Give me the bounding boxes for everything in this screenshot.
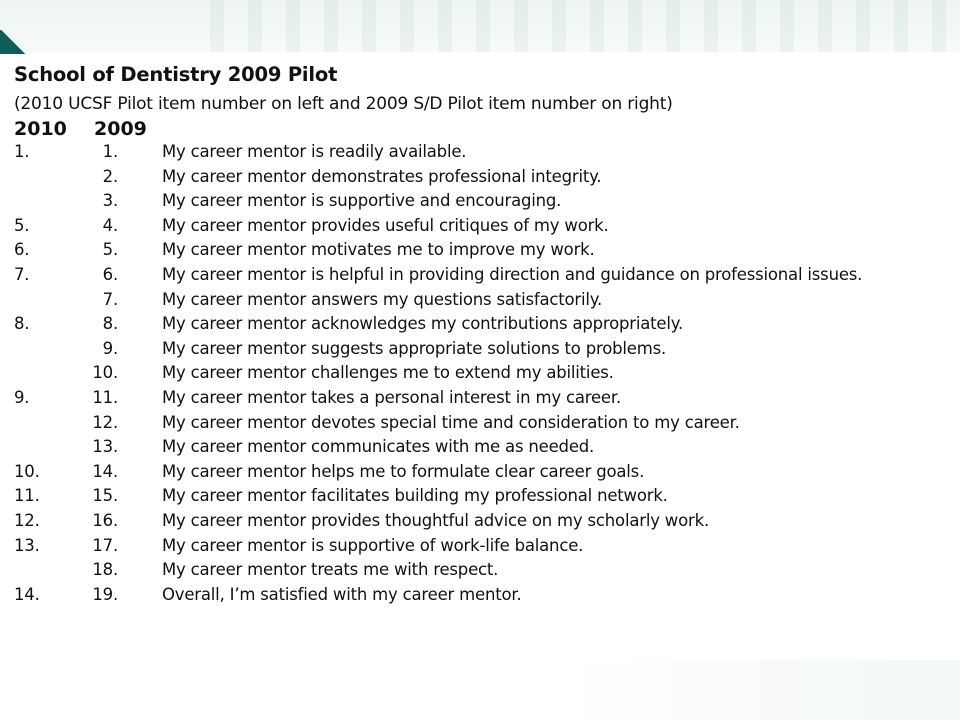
item-number-2009: 17.	[92, 535, 118, 555]
item-text: My career mentor treats me with respect.	[162, 560, 499, 580]
column-header-2009: 2009	[94, 118, 147, 140]
item-number-2010: 1.	[14, 142, 30, 161]
column-header-2010: 2010	[14, 118, 67, 140]
item-number-2009: 4.	[102, 215, 118, 235]
corner-triangle-icon	[0, 30, 26, 54]
item-number-2009: 9.	[102, 338, 118, 358]
list-item	[14, 191, 960, 216]
item-number-2010: 10.	[14, 461, 40, 481]
list-item	[14, 486, 960, 511]
item-text: My career mentor acknowledges my contributions appropriately.	[162, 314, 684, 334]
header-band	[0, 0, 960, 52]
item-number-2010: 6.	[14, 240, 30, 260]
list-item	[14, 462, 960, 487]
list-item	[14, 142, 960, 167]
item-number-2009: 6.	[102, 264, 118, 284]
list-item	[14, 536, 960, 561]
item-number-2009: 16.	[92, 510, 118, 530]
item-text: My career mentor communicates with me as needed.	[162, 437, 595, 457]
item-list	[14, 142, 960, 609]
item-number-2009: 2.	[102, 166, 118, 186]
item-text: My career mentor is supportive and encouraging.	[162, 191, 562, 211]
item-text: My career mentor demonstrates professional integrity.	[162, 166, 602, 186]
item-text: My career mentor challenges me to extend my abilities.	[162, 363, 614, 383]
item-number-2009: 12.	[92, 412, 118, 432]
item-number-2009: 5.	[102, 240, 118, 260]
header-pattern	[210, 0, 960, 52]
list-item	[14, 240, 960, 265]
item-text: My career mentor is helpful in providing direction and guidance on professional issues.	[162, 264, 863, 284]
item-number-2009: 13.	[92, 437, 118, 457]
footer-watermark	[560, 660, 960, 720]
list-item	[14, 216, 960, 241]
item-number-2009: 19.	[92, 584, 118, 604]
item-text: My career mentor suggests appropriate solutions to problems.	[162, 338, 667, 358]
item-text: My career mentor is supportive of work-life balance.	[162, 535, 584, 555]
list-item	[14, 585, 960, 610]
item-number-2009: 8.	[102, 314, 118, 334]
list-item	[14, 363, 960, 388]
item-number-2009: 10.	[92, 363, 118, 383]
slide-content	[14, 60, 960, 609]
list-item	[14, 167, 960, 192]
item-number-2009: 14.	[92, 461, 118, 481]
item-number-2010: 13.	[14, 535, 40, 555]
list-item	[14, 339, 960, 364]
item-text: Overall, I’m satisfied with my career mentor.	[162, 584, 522, 604]
page-subtitle: (2010 UCSF Pilot item number on left and 2009 S/D Pilot item number on right)	[14, 94, 673, 114]
item-number-2010: 11.	[14, 486, 40, 506]
item-number-2010: 14.	[14, 584, 40, 604]
column-headers	[14, 118, 960, 142]
item-number-2009: 7.	[102, 289, 118, 309]
item-text: My career mentor helps me to formulate clear career goals.	[162, 461, 645, 481]
item-number-2009: 18.	[92, 560, 118, 580]
item-text: My career mentor takes a personal interest in my career.	[162, 387, 621, 407]
list-item	[14, 437, 960, 462]
item-number-2010: 12.	[14, 510, 40, 530]
item-number-2010: 8.	[14, 314, 30, 334]
list-item	[14, 413, 960, 438]
list-item	[14, 388, 960, 413]
item-number-2009: 11.	[92, 387, 118, 407]
item-number-2009: 1.	[102, 142, 118, 161]
item-text: My career mentor provides useful critiques of my work.	[162, 215, 609, 235]
item-text: My career mentor provides thoughtful advice on my scholarly work.	[162, 510, 709, 530]
list-item	[14, 560, 960, 585]
item-number-2010: 9.	[14, 387, 30, 407]
item-text: My career mentor answers my questions satisfactorily.	[162, 289, 603, 309]
item-text: My career mentor motivates me to improve my work.	[162, 240, 595, 260]
list-item	[14, 265, 960, 290]
item-number-2009: 3.	[102, 191, 118, 211]
item-number-2010: 7.	[14, 264, 30, 284]
item-text: My career mentor facilitates building my professional network.	[162, 486, 668, 506]
list-item	[14, 511, 960, 536]
list-item	[14, 314, 960, 339]
item-number-2009: 15.	[92, 486, 118, 506]
list-item	[14, 290, 960, 315]
page-title: School of Dentistry 2009 Pilot	[14, 63, 338, 86]
item-text: My career mentor devotes special time and consideration to my career.	[162, 412, 740, 432]
item-text: My career mentor is readily available.	[162, 142, 467, 161]
item-number-2010: 5.	[14, 215, 30, 235]
